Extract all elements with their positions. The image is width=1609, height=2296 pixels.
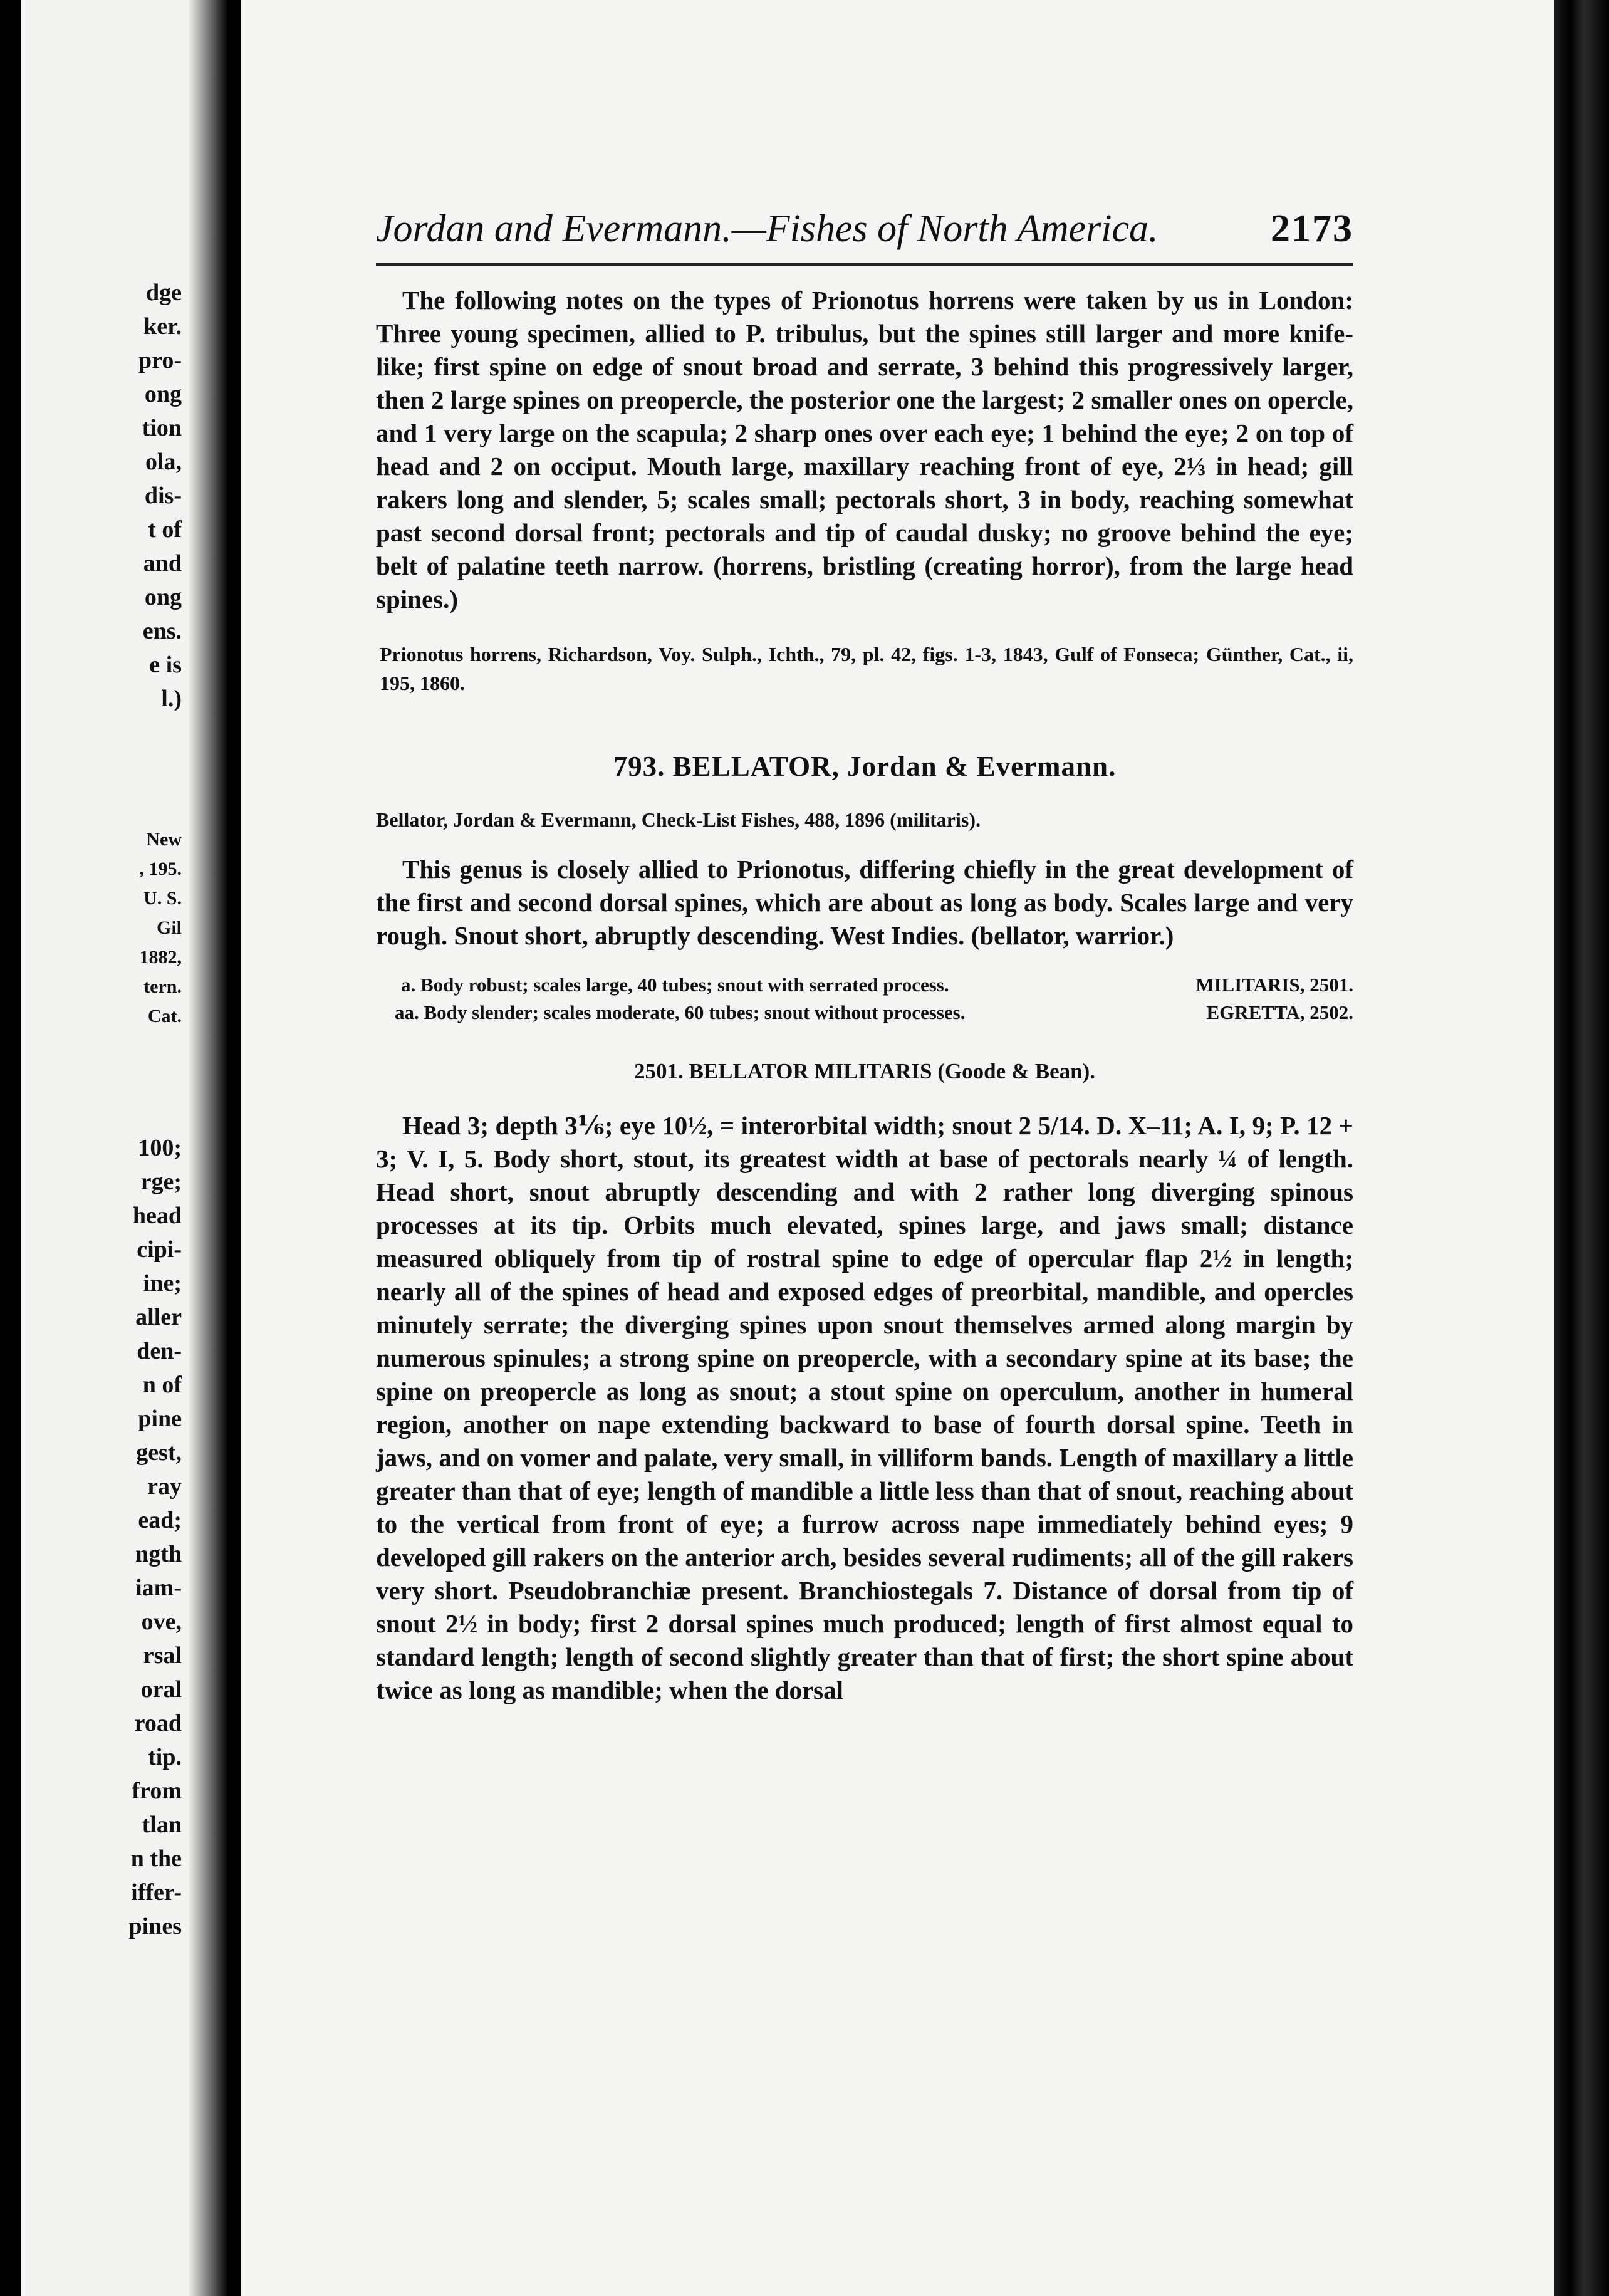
fragment-line: tlan: [142, 1812, 182, 1838]
fragment-line: ove,: [141, 1609, 182, 1635]
book-gutter: [188, 0, 238, 2296]
running-header: [376, 207, 1353, 257]
fragment-line: oral: [140, 1676, 182, 1703]
species-heading: 2501. BELLATOR MILITARIS (Goode & Bean).: [633, 1059, 1096, 1083]
fragment-line: road: [134, 1710, 182, 1736]
fragment-line: ong: [144, 584, 182, 610]
fragment-line: pines: [128, 1913, 182, 1939]
fragment-line: ong: [144, 381, 182, 407]
fragment-line: Cat.: [147, 1006, 182, 1026]
running-title: Jordan and Evermann.—Fishes of North America.: [376, 207, 1159, 250]
key-a-result: MILITARIS, 2501.: [1195, 974, 1353, 996]
fragment-group-3: [0, 1131, 182, 1943]
fragment-line: head: [132, 1203, 182, 1229]
fragment-line: dge: [146, 279, 182, 306]
fragment-line: dis-: [144, 483, 182, 509]
key-aa-result: EGRETTA, 2502.: [1206, 1001, 1353, 1023]
fragment-line: ngth: [135, 1541, 182, 1567]
fragment-line: t of: [148, 516, 182, 543]
fragment-line: ens.: [142, 618, 182, 644]
key-entry-aa: [376, 999, 1353, 1026]
fragment-line: aller: [135, 1304, 182, 1330]
fragment-line: ead;: [138, 1507, 182, 1533]
left-text-fragments: [0, 276, 182, 1943]
fragment-line: l.): [161, 686, 182, 712]
page-number: 2173: [1271, 207, 1353, 250]
species-key: [376, 971, 1353, 1026]
genus-heading: 793. BELLATOR, Jordan & Evermann.: [613, 751, 1117, 782]
fragment-line: Gil: [156, 917, 182, 938]
fragment-group-1: [0, 276, 182, 716]
fragment-line: iffer-: [131, 1879, 182, 1906]
fragment-line: rge;: [140, 1169, 182, 1195]
fragment-line: gest,: [136, 1439, 182, 1466]
fragment-line: ine;: [143, 1270, 182, 1297]
key-entry-a: [376, 971, 1353, 999]
fragment-line: n of: [142, 1372, 182, 1398]
fragment-line: rsal: [143, 1642, 182, 1669]
fragment-line: tip.: [148, 1744, 182, 1770]
header-rule: [376, 263, 1353, 266]
fragment-line: and: [143, 550, 182, 577]
fragment-line: New: [146, 829, 182, 850]
fragment-line: U. S.: [143, 888, 182, 909]
species-description: Head 3; depth 3⅙; eye 10½, = interorbital width; snout 2 5/14. D. X–11; A. I, 9; P. 12 + 3; V. I, 5. Body short, stout, its greatest width at base of pectorals nearly ¼ of length. Head short, snout abruptly descending and with 2 rather long diverging spinous processes at its tip. Orbits much elevated, spines large, and jaws small; distance measured obliquely from tip of rostral spine to edge of opercular flap 2½ in length; nearly all of the spines of head and exposed edges of preorbital, mandible, and opercles minutely serrate; the diverging spines upon snout themselves armed along margin by numerous spinules; a strong spine on preopercle, with a secondary spine at its base; the spine on preopercle as long as snout; a stout spine on operculum, another in humeral region, another on nape extending backward to base of fourth dorsal spine. Teeth in jaws, and on vomer and palate, very small, in villiform bands. Length of maxillary a little greater than that of eye; length of mandible a little less than that of snout, reaching about to the vertical from front of eye; a furrow across nape immediately behind eyes; 9 developed gill rakers on the anterior arch, besides several rudiments; all of the gill rakers very short. Pseudobranchiæ present. Branchiostegals 7. Distance of dorsal from tip of snout 2½ in body; first 2 dorsal spines much produced; length of first almost equal to standard length; length of second slightly greater than that of first; the short spine about twice as long as mandible; when the dorsal: [376, 1111, 1353, 1704]
genus-reference: Bellator, Jordan & Evermann, Check-List Fishes, 488, 1896 (militaris).: [376, 808, 981, 831]
fragment-line: ola,: [145, 449, 182, 475]
fragment-line: 1882,: [139, 947, 182, 968]
fragment-group-2: [0, 825, 182, 1031]
key-aa-text: aa. Body slender; scales moderate, 60 tubes; snout without processes.: [395, 1001, 966, 1023]
fragment-line: , 195.: [139, 858, 182, 879]
fragment-line: iam-: [135, 1575, 182, 1601]
fragment-line: tion: [142, 415, 182, 441]
fragment-line: n the: [130, 1845, 182, 1872]
page-content: [376, 207, 1353, 1707]
fragment-line: den-: [137, 1338, 182, 1364]
fragment-line: ray: [147, 1473, 182, 1500]
fragment-line: tern.: [143, 976, 182, 997]
fragment-line: e is: [149, 652, 182, 678]
fragment-line: from: [132, 1778, 182, 1804]
fragment-line: ker.: [143, 313, 182, 340]
genus-description: This genus is closely allied to Prionotus, differing chiefly in the great development of the first and second dorsal spines, which are about as long as body. Scales large and very rough. Snout short, abruptly descending. West Indies. (bellator, warrior.): [376, 855, 1353, 950]
fragment-line: pro-: [138, 347, 182, 373]
key-a-text: a. Body robust; scales large, 40 tubes; snout with serrated process.: [401, 974, 949, 996]
prionotus-note: The following notes on the types of Prionotus horrens were taken by us in London: Three young specimen, allied to P. tribulus, but the spines still larger and more knife-like; first spine on edge of snout broad and serrate, 3 behind this progressively larger, then 2 large spines on preopercle, the posterior one the largest; 2 smaller ones on opercle, and 1 very large on the scapula; 2 sharp ones over each eye; 1 behind the eye; 2 on top of head and 2 on occiput. Mouth large, maxillary reaching front of eye, 2⅓ in head; gill rakers long and slender, 5; scales small; pectorals short, 3 in body, reaching somewhat past second dorsal front; pectorals and tip of caudal dusky; no groove behind the eye; belt of palatine teeth narrow. (horrens, bristling (creating horror), from the large head spines.): [376, 286, 1353, 613]
prionotus-reference: Prionotus horrens, Richardson, Voy. Sulph., Ichth., 79, pl. 42, figs. 1-3, 1843, Gulf of Fonseca; Günther, Cat., ii, 195, 1860.: [380, 643, 1353, 694]
fragment-line: cipi-: [137, 1236, 182, 1263]
right-scan-border: [1554, 0, 1609, 2296]
fragment-line: pine: [138, 1406, 182, 1432]
left-page-fragment: [0, 0, 200, 2296]
fragment-line: 100;: [138, 1135, 182, 1161]
